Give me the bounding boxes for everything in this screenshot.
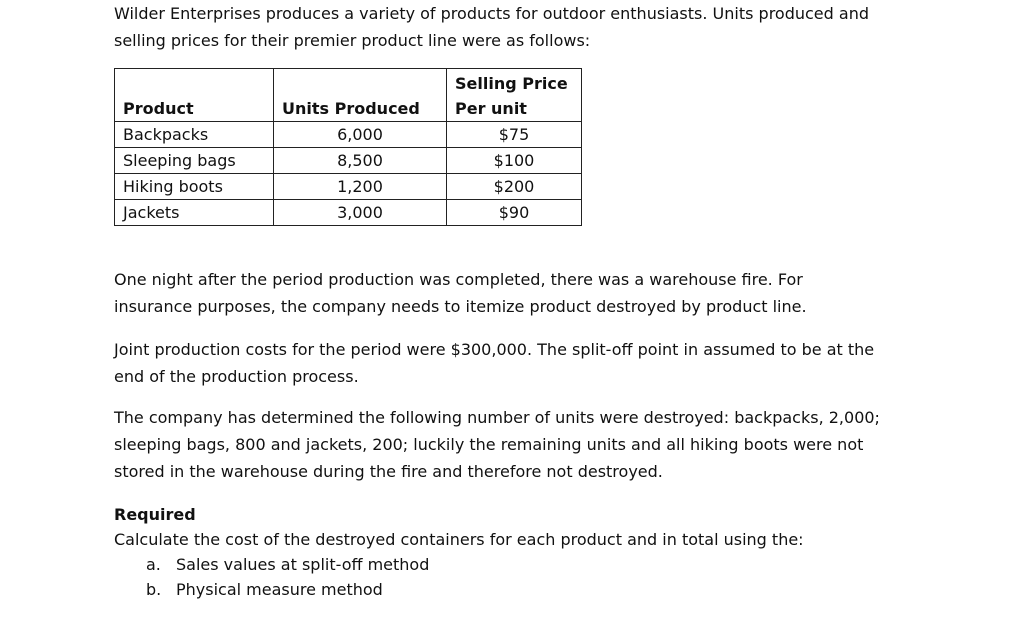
table-header-row (115, 69, 582, 122)
destroyed-line-1: The company has determined the following number of units were destroyed: backpacks, 2,000; (114, 408, 880, 427)
products-table (114, 68, 582, 226)
joint-line-1: Joint production costs for the period were $300,000. The split-off point in assumed to be at the (114, 340, 875, 359)
header-selling-price-line-1: Selling Price (455, 74, 568, 93)
intro-line-2: selling prices for their premier product line were as follows: (114, 31, 591, 50)
destroyed-line-2: sleeping bags, 800 and jackets, 200; luckily the remaining units and all hiking boots were not (114, 435, 864, 454)
cell-price: $100 (447, 148, 582, 174)
cell-units: 6,000 (274, 122, 447, 148)
intro-line-1: Wilder Enterprises produces a variety of products for outdoor enthusiasts. Units produced and (114, 4, 869, 23)
list-item-letter: b. (146, 580, 162, 599)
fire-line-2: insurance purposes, the company needs to itemize product destroyed by product line. (114, 297, 807, 316)
cell-product: Backpacks (115, 122, 274, 148)
joint-line-2: end of the production process. (114, 367, 359, 386)
list-item-label: Sales values at split-off method (176, 555, 430, 574)
cell-price: $90 (447, 200, 582, 226)
required-instruction: Calculate the cost of the destroyed containers for each product and in total using the: (114, 530, 804, 549)
destroyed-units-paragraph (114, 404, 880, 485)
cell-price: $75 (447, 122, 582, 148)
cell-product: Jackets (115, 200, 274, 226)
cell-units: 8,500 (274, 148, 447, 174)
list-item (114, 577, 804, 602)
joint-cost-paragraph (114, 336, 874, 390)
cell-product: Sleeping bags (115, 148, 274, 174)
list-item (114, 552, 804, 577)
header-units-produced: Units Produced (274, 69, 447, 122)
header-selling-price-line-2: Per unit (455, 99, 527, 118)
header-product: Product (115, 69, 274, 122)
destroyed-line-3: stored in the warehouse during the fire and therefore not destroyed. (114, 462, 663, 481)
cell-product: Hiking boots (115, 174, 274, 200)
fire-line-1: One night after the period production was completed, there was a warehouse fire. For (114, 270, 803, 289)
required-heading: Required (114, 505, 196, 524)
table-row (115, 200, 582, 226)
list-item-label: Physical measure method (176, 580, 383, 599)
list-item-letter: a. (146, 555, 161, 574)
header-selling-price (447, 69, 582, 122)
cell-units: 3,000 (274, 200, 447, 226)
cell-price: $200 (447, 174, 582, 200)
cell-units: 1,200 (274, 174, 447, 200)
table-row (115, 174, 582, 200)
required-section (114, 502, 804, 602)
fire-paragraph (114, 266, 807, 320)
table-row (115, 122, 582, 148)
intro-paragraph (114, 0, 869, 54)
table-row (115, 148, 582, 174)
